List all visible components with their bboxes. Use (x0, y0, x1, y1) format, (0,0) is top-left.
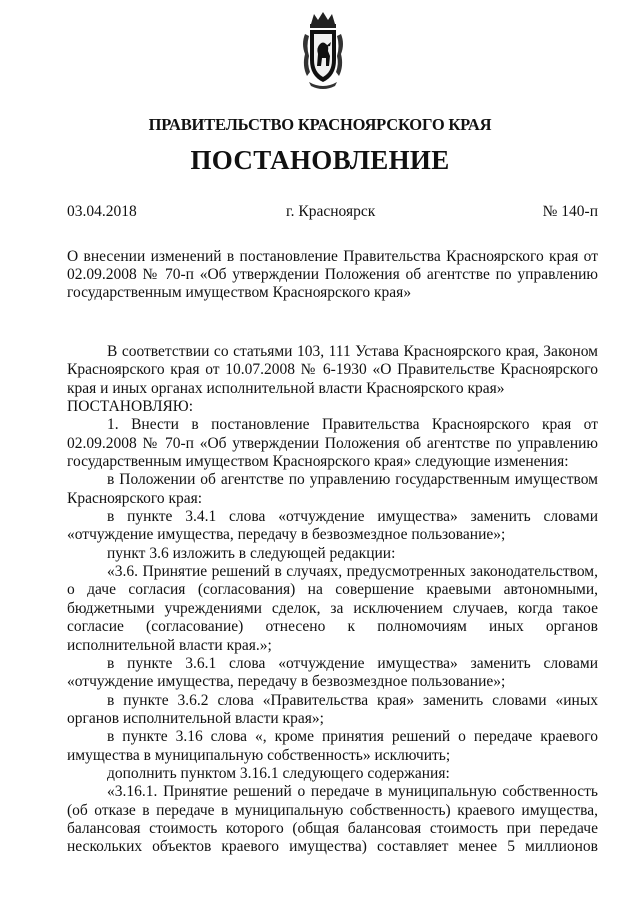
organization-name: ПРАВИТЕЛЬСТВО КРАСНОЯРСКОГО КРАЯ (148, 115, 492, 134)
paragraph-3-4-1: в пункте 3.4.1 слова «отчуждение имущества» заменить словами «отчуждение имущества, передачу в безвозмездное пользование»; (67, 508, 598, 544)
document-type: ПОСТАНОВЛЕНИЕ (190, 145, 450, 175)
paragraph-3-6-2: в пункте 3.6.2 слова «Правительства края» заменить словами «иных органов исполнительной власти края»; (67, 691, 598, 727)
paragraph-3-6-intro: пункт 3.6 изложить в следующей редакции: (107, 544, 396, 562)
paragraph-decree: ПОСТАНОВЛЯЮ: (67, 398, 194, 416)
coat-of-arms-icon (301, 10, 345, 90)
paragraph-3-16: в пункте 3.16 слова «, кроме принятия решений о передаче краевого имущества в муниципальную собственность» исключить; (67, 728, 598, 764)
paragraph-3-16-1-intro: дополнить пунктом 3.16.1 следующего содержания: (107, 764, 450, 782)
document-number: № 140-п (542, 203, 598, 220)
paragraph-3-16-1-text: «3.16.1. Принятие решений о передаче в муниципальную собственность (об отказе в передаче в муниципальную собственность) краевого имущества, балансовая стоимость которого (общая балансовая стоимость при передаче нескольких объектов краевого имущества) составляет менее 5 миллионов (67, 783, 598, 856)
document-title: О внесении изменений в постановление Правительства Красноярского края от 02.09.2008 № 70-п «Об утверждении Положения об агентстве по управлению государственным имуществом Красноярского края» (67, 248, 598, 301)
paragraph-preamble: В соответствии со статьями 103, 111 Устава Красноярского края, Законом Красноярского края от 10.07.2008 № 6-1930 «О Правительстве Красноярского края и иных органах исполнительной власти Красноярского края» (67, 343, 598, 397)
paragraph-regulation: в Положении об агентстве по управлению государственным имуществом Красноярского края: (67, 471, 598, 507)
paragraph-item-1: 1. Внести в постановление Правительства Красноярского края от 02.09.2008 № 70-п «Об утверждении Положения об агентстве по управлению государственным имуществом Красноярского края» следующие изменения: (67, 416, 598, 471)
document-city: г. Красноярск (286, 203, 376, 220)
document-body (67, 343, 598, 857)
document-date: 03.04.2018 (67, 203, 137, 220)
paragraph-3-6-text: «3.6. Принятие решений в случаях, предусмотренных законодательством, о даче согласия (согласования) на совершение краевыми автономными, бюджетными учреждениями сделок, за исключением случаев, когда такое согласие (согласование) отнесено к полномочиям иных органов исполнительной власти края.»; (67, 563, 598, 654)
paragraph-3-6-1: в пункте 3.6.1 слова «отчуждение имущества» заменить словами «отчуждение имущества, передачу в безвозмездное пользование»; (67, 654, 598, 691)
